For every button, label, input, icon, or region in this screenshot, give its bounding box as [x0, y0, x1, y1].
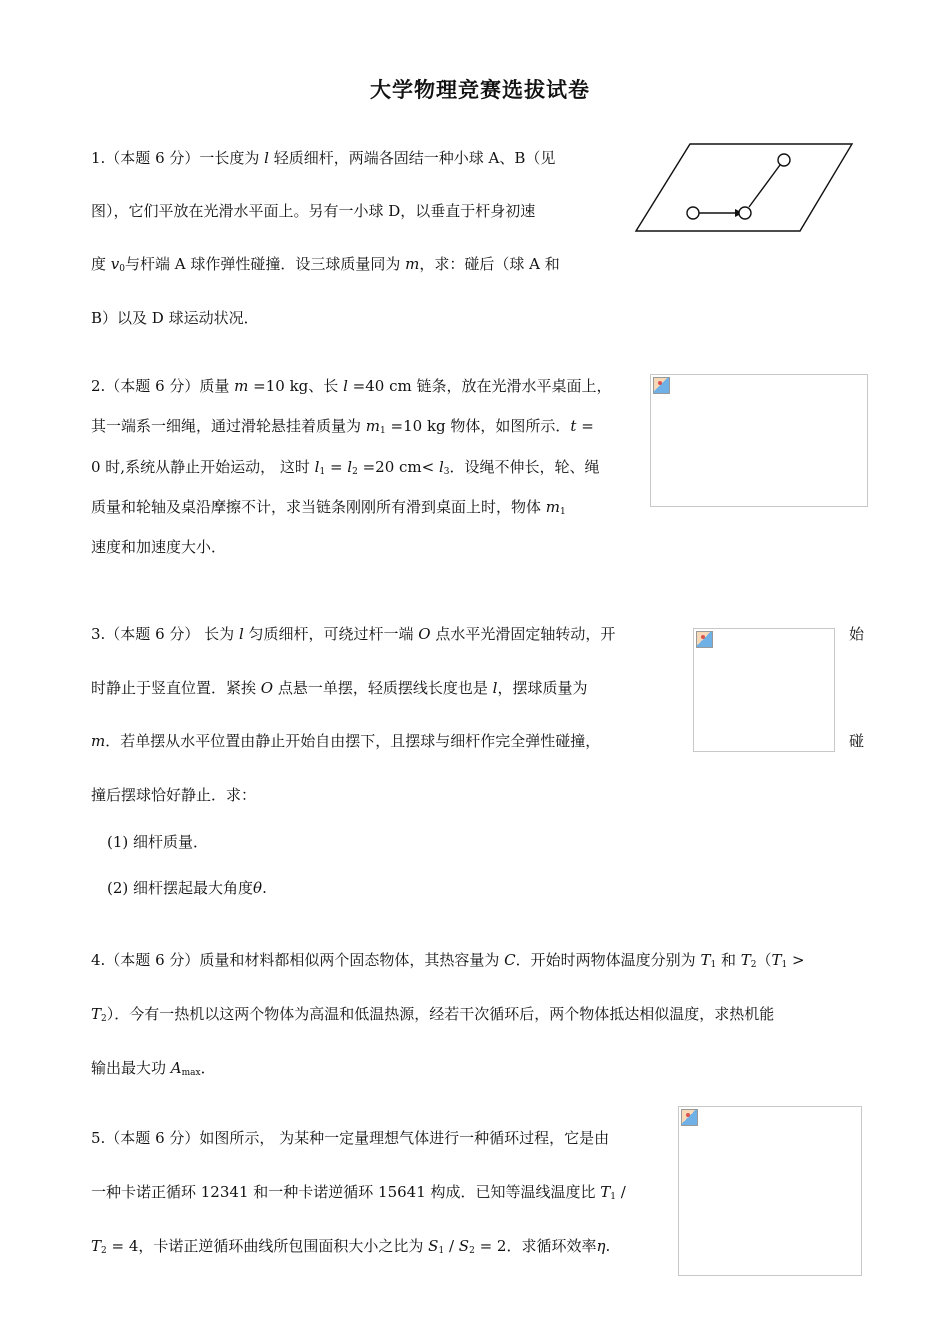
broken-image-icon [696, 631, 713, 648]
carnot-cycle-figure [678, 1106, 862, 1276]
q2-line-3: 0 时,系统从静止开始运动， 这时 $l_1 = l_2 =20$ $cm< l_3$．设绳不伸长，轮、绳 [91, 458, 600, 477]
q1-line-2: 图），它们平放在光滑水平面上。另有一小球 D，以垂直于杆身初速 [91, 202, 536, 220]
chain-pulley-figure [650, 374, 868, 507]
q2-line-2: 其一端系一细绳，通过滑轮悬挂着质量为 $m_1 =10$ kg 物体，如图所示．t = [91, 417, 594, 436]
ball-b [778, 154, 790, 166]
q1-line-3: 度 $v_0$与杆端 A 球作弹性碰撞．设三球质量同为 m，求：碰后（球 A 和 [91, 255, 560, 274]
q3-line-4: 撞后摆球恰好静止．求： [91, 786, 257, 804]
q5-line-1: 5.（本题 6 分）如图所示， 为某种一定量理想气体进行一种循环过程，它是由 [91, 1129, 610, 1147]
q3-line-1: 3.（本题 6 分） 长为 l 匀质细杆，可绕过杆一端 O 点水平光滑固定轴转动，开 [91, 625, 616, 643]
broken-image-icon [653, 377, 670, 394]
q3-line-2: 时静止于竖直位置．紧挨 O 点悬一单摆，轻质摆线长度也是 l，摆球质量为 [91, 679, 588, 697]
rod-line [749, 165, 780, 207]
rod-pendulum-figure [693, 628, 835, 752]
q1-line-1: 1.（本题 6 分）一长度为 l 轻质细杆，两端各固结一种小球 A、B（见 [91, 149, 556, 167]
rod-diagram [632, 140, 857, 236]
q4-line-3: 输出最大功 $A_{max}$． [91, 1059, 216, 1078]
q2-line-4: 质量和轮轴及桌沿摩擦不计，求当链条刚刚所有滑到桌面上时，物体 $m_1$ [91, 498, 566, 517]
q3-line-3-tail: 碰 [849, 732, 865, 750]
q5-line-2: 一种卡诺正循环 12341 和一种卡诺逆循环 15641 构成．已知等温线温度比 $T_1$ / [91, 1183, 626, 1202]
page-title: 大学物理竞赛选拔试卷 [370, 78, 590, 102]
ball-a [739, 207, 751, 219]
q3-subquestion-2: (2) 细杆摆起最大角度θ. [107, 879, 267, 897]
q3-line-1-tail: 始 [849, 625, 865, 643]
q5-line-3: $T_2 = 4$，卡诺正逆循环曲线所包围面积大小之比为 $S_1 / S_2 = 2$．求循环效率η. [91, 1237, 611, 1256]
q3-line-3: m．若单摆从水平位置由静止开始自由摆下，且摆球与细杆作完全弹性碰撞， [91, 732, 601, 750]
broken-image-icon [681, 1109, 698, 1126]
ball-d [687, 207, 699, 219]
q2-line-5: 速度和加速度大小． [91, 538, 227, 556]
q4-line-1: 4.（本题 6 分）质量和材料都相似两个固态物体，其热容量为 C．开始时两物体温度分别为 $T_1$ 和 $T_2(T_1$ > [91, 951, 805, 970]
q1-line-4: B）以及 D 球运动状况． [91, 309, 259, 327]
q3-subquestion-1: (1) 细杆质量． [107, 833, 209, 851]
q4-line-2: $T_2$）．今有一热机以这两个物体为高温和低温热源，经若干次循环后，两个物体抵达相似温度，求热机能 [91, 1005, 775, 1024]
q2-line-1: 2.（本题 6 分）质量 m =10 kg、长 l =40 cm 链条，放在光滑水平桌面上， [91, 377, 612, 395]
